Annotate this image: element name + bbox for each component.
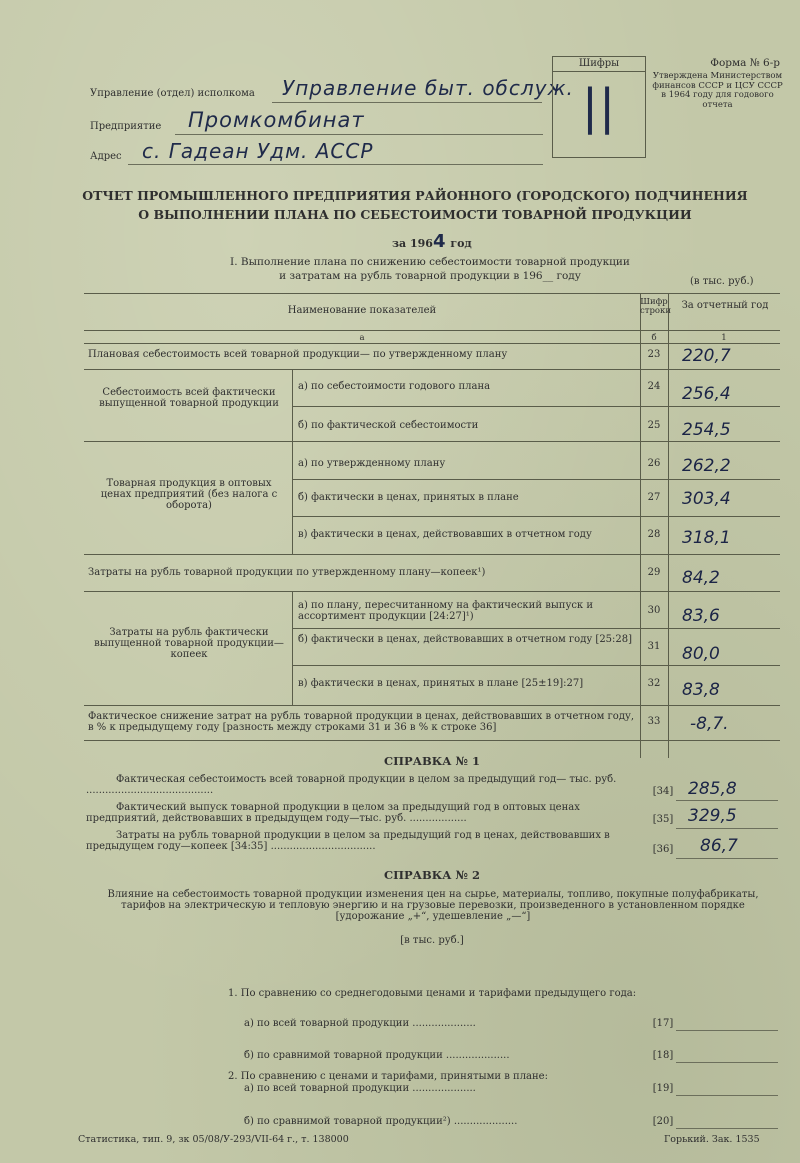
title-line1: ОТЧЕТ ПРОМЫШЛЕННОГО ПРЕДПРИЯТИЯ РАЙОННОГО (ГОРОДСКОГО) ПОДЧИНЕНИЯ <box>82 188 748 203</box>
ref1-val35: 329,5 <box>688 806 737 826</box>
section1-units: (в тыс. руб.) <box>690 276 754 287</box>
row25-value: 254,5 <box>682 420 731 440</box>
row28-label: в) фактически в ценах, действовавших в отчетном году <box>298 529 592 540</box>
row33-line <box>84 740 780 741</box>
field-admin-underline <box>272 102 542 103</box>
row27-label: б) фактически в ценах, принятых в плане <box>298 492 519 503</box>
col-idx-b: б <box>651 333 657 343</box>
row32-code: 32 <box>647 678 661 689</box>
ref1-line34: Фактическая себестоимость всей товарной продукции в целом за предыдущий год— тыс. руб. ........................................ <box>86 774 617 796</box>
ref2-underline19 <box>676 1095 778 1096</box>
section1-title-line2: и затратам на рубль товарной продукции в 196__ году <box>279 270 581 282</box>
ref2-code17: [17] <box>652 1018 674 1029</box>
ref1-underline35 <box>676 828 778 829</box>
group3-line <box>84 705 780 706</box>
codes-box <box>552 56 646 158</box>
col-value-header: За отчетный год <box>681 300 769 311</box>
row26-value: 262,2 <box>682 456 731 476</box>
row25-label: б) по фактической себестоимости <box>298 420 479 431</box>
row29-label: Затраты на рубль товарной продукции по утвержденному плану—копеек¹) <box>88 567 486 578</box>
ref2-code18: [18] <box>652 1050 674 1061</box>
approved-note: Утверждена Министерством финансов СССР и ЦСУ СССР в 1964 году для годового отчета <box>652 71 783 110</box>
year-suffix: год <box>450 237 472 250</box>
field-address-label: Адрес <box>90 151 122 162</box>
ref1-val34: 285,8 <box>688 779 737 799</box>
row24-code: 24 <box>647 381 661 392</box>
field-enterprise-value: Промкомбинат <box>188 108 365 132</box>
ref2-item2: 2. По сравнению с ценами и тарифами, принятыми в плане: <box>228 1071 548 1082</box>
field-address-value: с. Гадеан Удм. АССР <box>142 139 374 163</box>
field-admin-label: Управление (отдел) исполкома <box>90 88 255 99</box>
codes-box-label: Шифры <box>553 57 645 72</box>
ref1-code36: [36] <box>652 844 674 855</box>
ref1-line35: Фактический выпуск товарной продукции в целом за предыдущий год в оптовых ценах предприятий, действовавших в предыдущем году—тыс. руб. .................. <box>86 802 580 824</box>
ref2-code19: [19] <box>652 1083 674 1094</box>
ref2-item2a: а) по всей товарной продукции .................... <box>244 1083 476 1094</box>
row32-value: 83,8 <box>682 680 720 700</box>
section1-title-line1: I. Выполнение плана по снижению себестоимости товарной продукции <box>230 256 630 268</box>
year-digit: 4 <box>432 231 447 252</box>
ref1-title: СПРАВКА № 1 <box>383 754 481 768</box>
row25-code: 25 <box>647 420 661 431</box>
ref1-val36: 86,7 <box>700 836 738 856</box>
ref1-underline36 <box>676 858 778 859</box>
ref2-desc: Влияние на себестоимость товарной продукции изменения цен на сырье, материалы, топливо, покупные полуфабрикаты, тарифов на электрическую и тепловую энергию и на грузовые перевозки, произведенного в установленном порядке [удорожание „+“, удешевление „—“] <box>107 889 759 922</box>
title-year <box>392 231 472 252</box>
codes-handwritten: || <box>581 79 617 135</box>
row33-label: Фактическое снижение затрат на рубль товарной продукции в ценах, действовавших в отчетном году, в % к предыдущему году [разность между строками 31 и 36 в % к строке 36] <box>88 711 635 733</box>
ref1-code35: [35] <box>652 814 674 825</box>
year-prefix: за 196 <box>392 237 433 250</box>
table-top-line <box>84 293 780 294</box>
footer-left: Статистика, тип. 9, зк 05/08/У-293/VII-64 г., т. 138000 <box>78 1134 349 1145</box>
row30-value: 83,6 <box>682 606 720 626</box>
row27-line <box>292 516 780 517</box>
row26-line <box>292 479 780 480</box>
row32-label: в) фактически в ценах, принятых в плане [25±19]:27] <box>298 678 584 689</box>
group2-divider <box>292 441 293 554</box>
row31-line <box>292 665 780 666</box>
row26-label: а) по утвержденному плану <box>298 458 446 469</box>
row27-value: 303,4 <box>682 489 731 509</box>
footer-right: Горький. Зак. 1535 <box>664 1134 760 1145</box>
group2-label: Товарная продукция в оптовых ценах предприятий (без налога с оборота) <box>100 478 278 511</box>
ref2-underline20 <box>676 1128 778 1129</box>
group1-divider <box>292 369 293 441</box>
row24-label: а) по себестоимости годового плана <box>298 381 491 392</box>
row26-code: 26 <box>647 458 661 469</box>
group2-line <box>84 554 780 555</box>
field-enterprise-label: Предприятие <box>90 121 162 132</box>
ref1-code34: [34] <box>652 786 674 797</box>
ref2-item2b: б) по сравнимой товарной продукции²) .................... <box>244 1116 518 1127</box>
row33-code: 33 <box>647 716 661 727</box>
group3-divider <box>292 591 293 705</box>
group1-line <box>84 441 780 442</box>
field-address-underline <box>128 164 543 165</box>
group3-label: Затраты на рубль фактически выпущенной товарной продукции—копеек <box>94 627 284 660</box>
row29-line <box>84 591 780 592</box>
row31-value: 80,0 <box>682 644 720 664</box>
ref2-units: [в тыс. руб.] <box>400 935 464 946</box>
ref2-item1b: б) по сравнимой товарной продукции .................... <box>244 1050 510 1061</box>
row28-code: 28 <box>647 529 661 540</box>
group1-label: Себестоимость всей фактически выпущенной товарной продукции <box>99 387 279 409</box>
row27-code: 27 <box>647 492 661 503</box>
row29-code: 29 <box>647 567 661 578</box>
ref1-underline34 <box>676 800 778 801</box>
form-number: Форма № 6-р <box>710 57 780 69</box>
col-idx-a: а <box>359 333 365 343</box>
ref2-underline18 <box>676 1062 778 1063</box>
field-admin-value: Управление быт. обслуж. <box>282 76 574 100</box>
field-enterprise-underline <box>175 134 543 135</box>
ref2-code20: [20] <box>652 1116 674 1127</box>
row28-value: 318,1 <box>682 528 731 548</box>
ref2-title: СПРАВКА № 2 <box>383 868 481 882</box>
ref2-item1: 1. По сравнению со среднегодовыми ценами и тарифами предыдущего года: <box>228 988 637 999</box>
row24-line <box>292 406 780 407</box>
row23-value: 220,7 <box>682 346 731 366</box>
row30-code: 30 <box>647 605 661 616</box>
ref2-underline17 <box>676 1030 778 1031</box>
row29-value: 84,2 <box>682 568 720 588</box>
title-line2: О ВЫПОЛНЕНИИ ПЛАНА ПО СЕБЕСТОИМОСТИ ТОВАРНОЙ ПРОДУКЦИИ <box>138 207 692 222</box>
ref1-line36: Затраты на рубль товарной продукции в целом за предыдущий год в ценах, действовавших в предыдущем году—копеек [34:35] ................................. <box>86 830 610 852</box>
ref2-item1a: а) по всей товарной продукции .................... <box>244 1018 476 1029</box>
row33-value: -8,7. <box>690 714 729 734</box>
row30-label: а) по плану, пересчитанному на фактический выпуск и ассортимент продукции [24:27]¹) <box>298 600 594 622</box>
row23-label: Плановая себестоимость всей товарной продукции— по утвержденному плану <box>88 349 508 360</box>
idx-sep-line <box>84 343 780 344</box>
row23-code: 23 <box>647 349 661 360</box>
col-idx-1: 1 <box>721 333 727 343</box>
header-sep-line <box>84 330 780 331</box>
col-code-header: Шифр строки <box>640 297 671 316</box>
row23-line <box>84 369 780 370</box>
col-name-header: Наименование показателей <box>287 305 437 316</box>
row31-code: 31 <box>647 641 661 652</box>
row30-line <box>292 628 780 629</box>
row31-label: б) фактически в ценах, действовавших в отчетном году [25:28] <box>298 634 633 645</box>
row24-value: 256,4 <box>682 384 731 404</box>
